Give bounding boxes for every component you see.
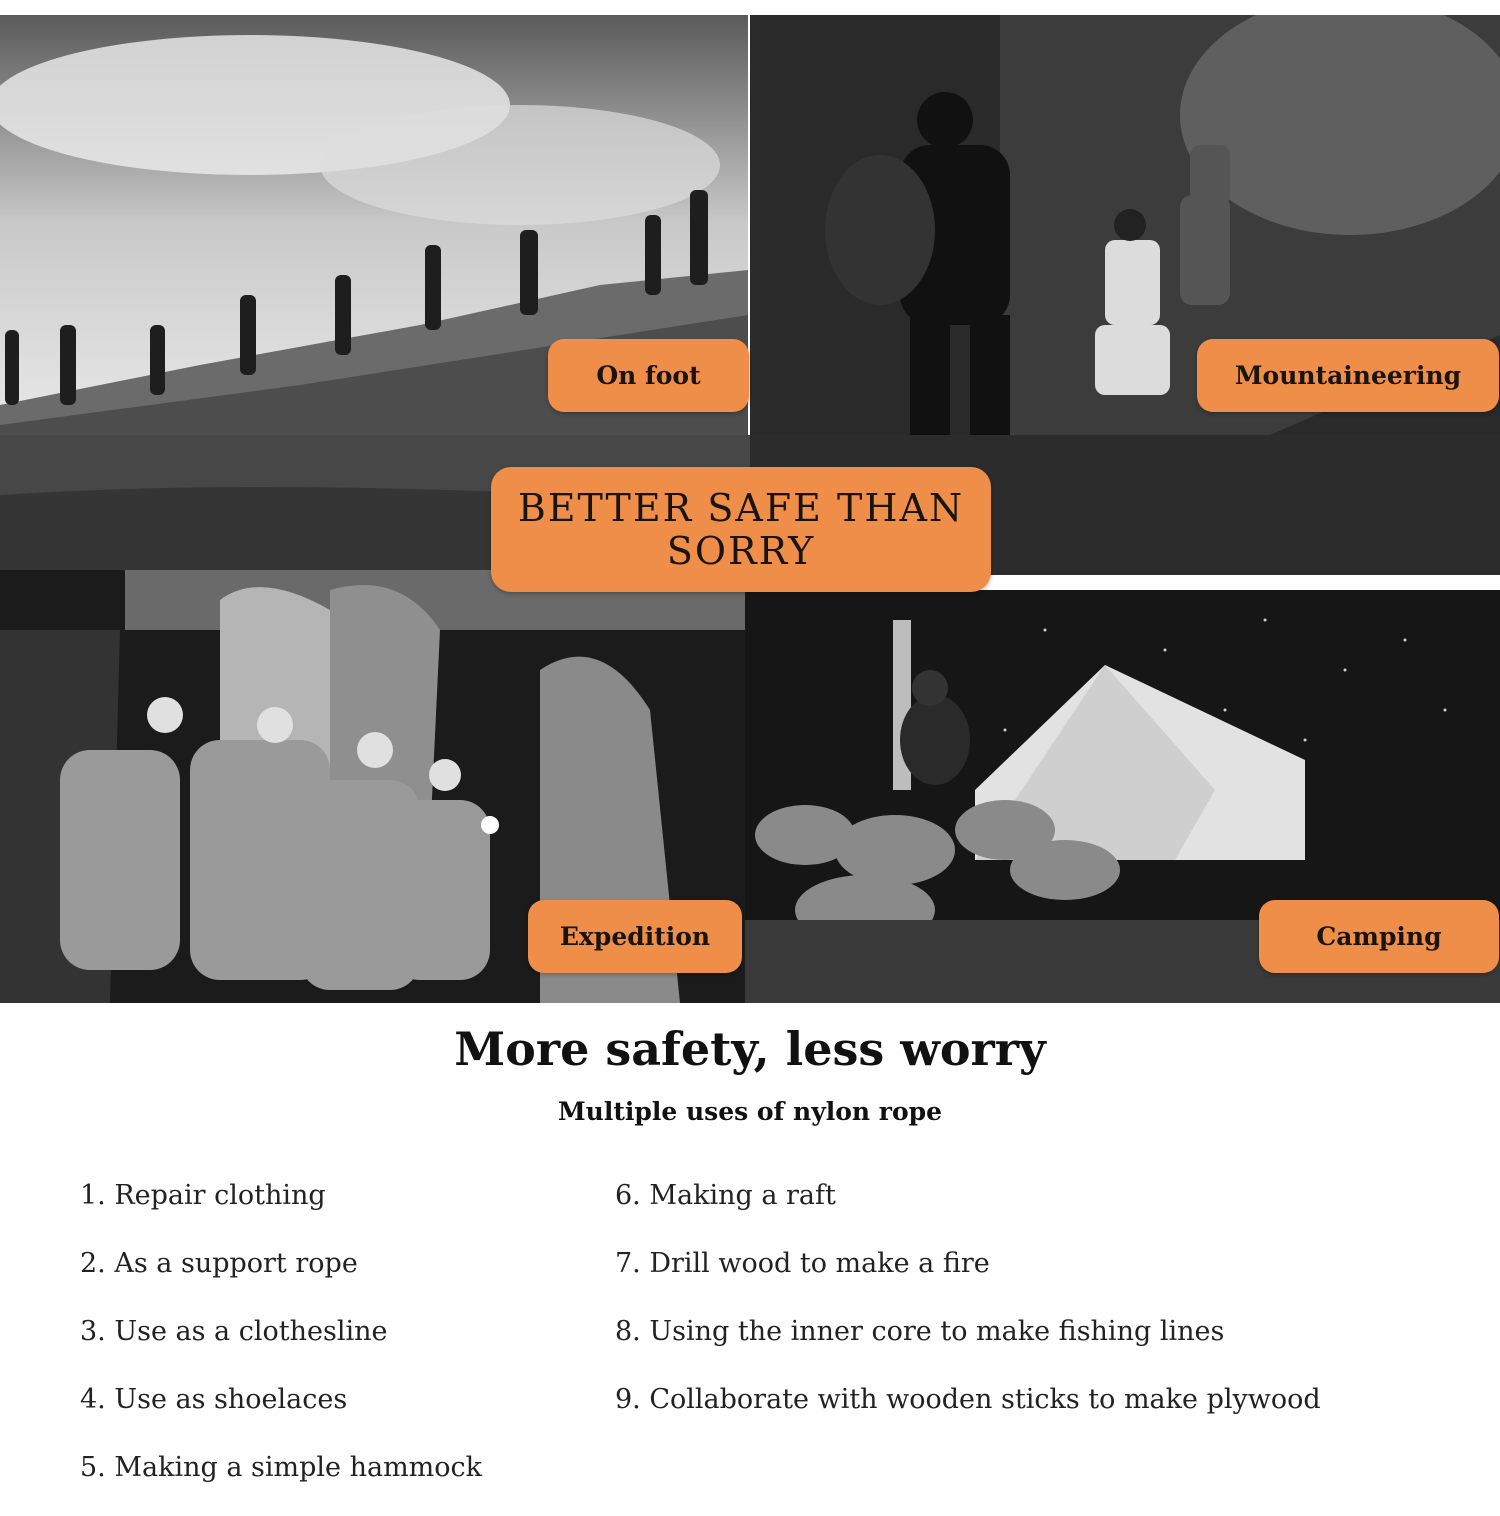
use-item: 9. Collaborate with wooden sticks to make plywood [615,1384,1321,1415]
use-item: 2. As a support rope [80,1248,358,1279]
use-item: 4. Use as shoelaces [80,1384,348,1415]
use-item: 5. Making a simple hammock [80,1452,483,1483]
use-item: 3. Use as a clothesline [80,1316,388,1347]
expedition-label: Expedition [528,900,742,973]
banner-line-1: BETTER SAFE THAN [517,485,965,530]
banner-line-2: SORRY [666,528,816,573]
uses-list-right [615,1176,1321,1448]
use-item: 1. Repair clothing [80,1180,326,1211]
section-subheading: Multiple uses of nylon rope [557,1097,943,1126]
use-item: 8. Using the inner core to make fishing lines [615,1316,1225,1347]
camping-label: Camping [1259,900,1499,973]
section-heading: More safety, less worry [454,1022,1046,1076]
use-item: 7. Drill wood to make a fire [615,1248,990,1279]
uses-list-left [80,1176,482,1516]
mountaineering-label: Mountaineering [1197,339,1499,412]
on-foot-label: On foot [548,339,749,412]
better-safe-banner [491,467,991,592]
use-item: 6. Making a raft [615,1180,836,1211]
